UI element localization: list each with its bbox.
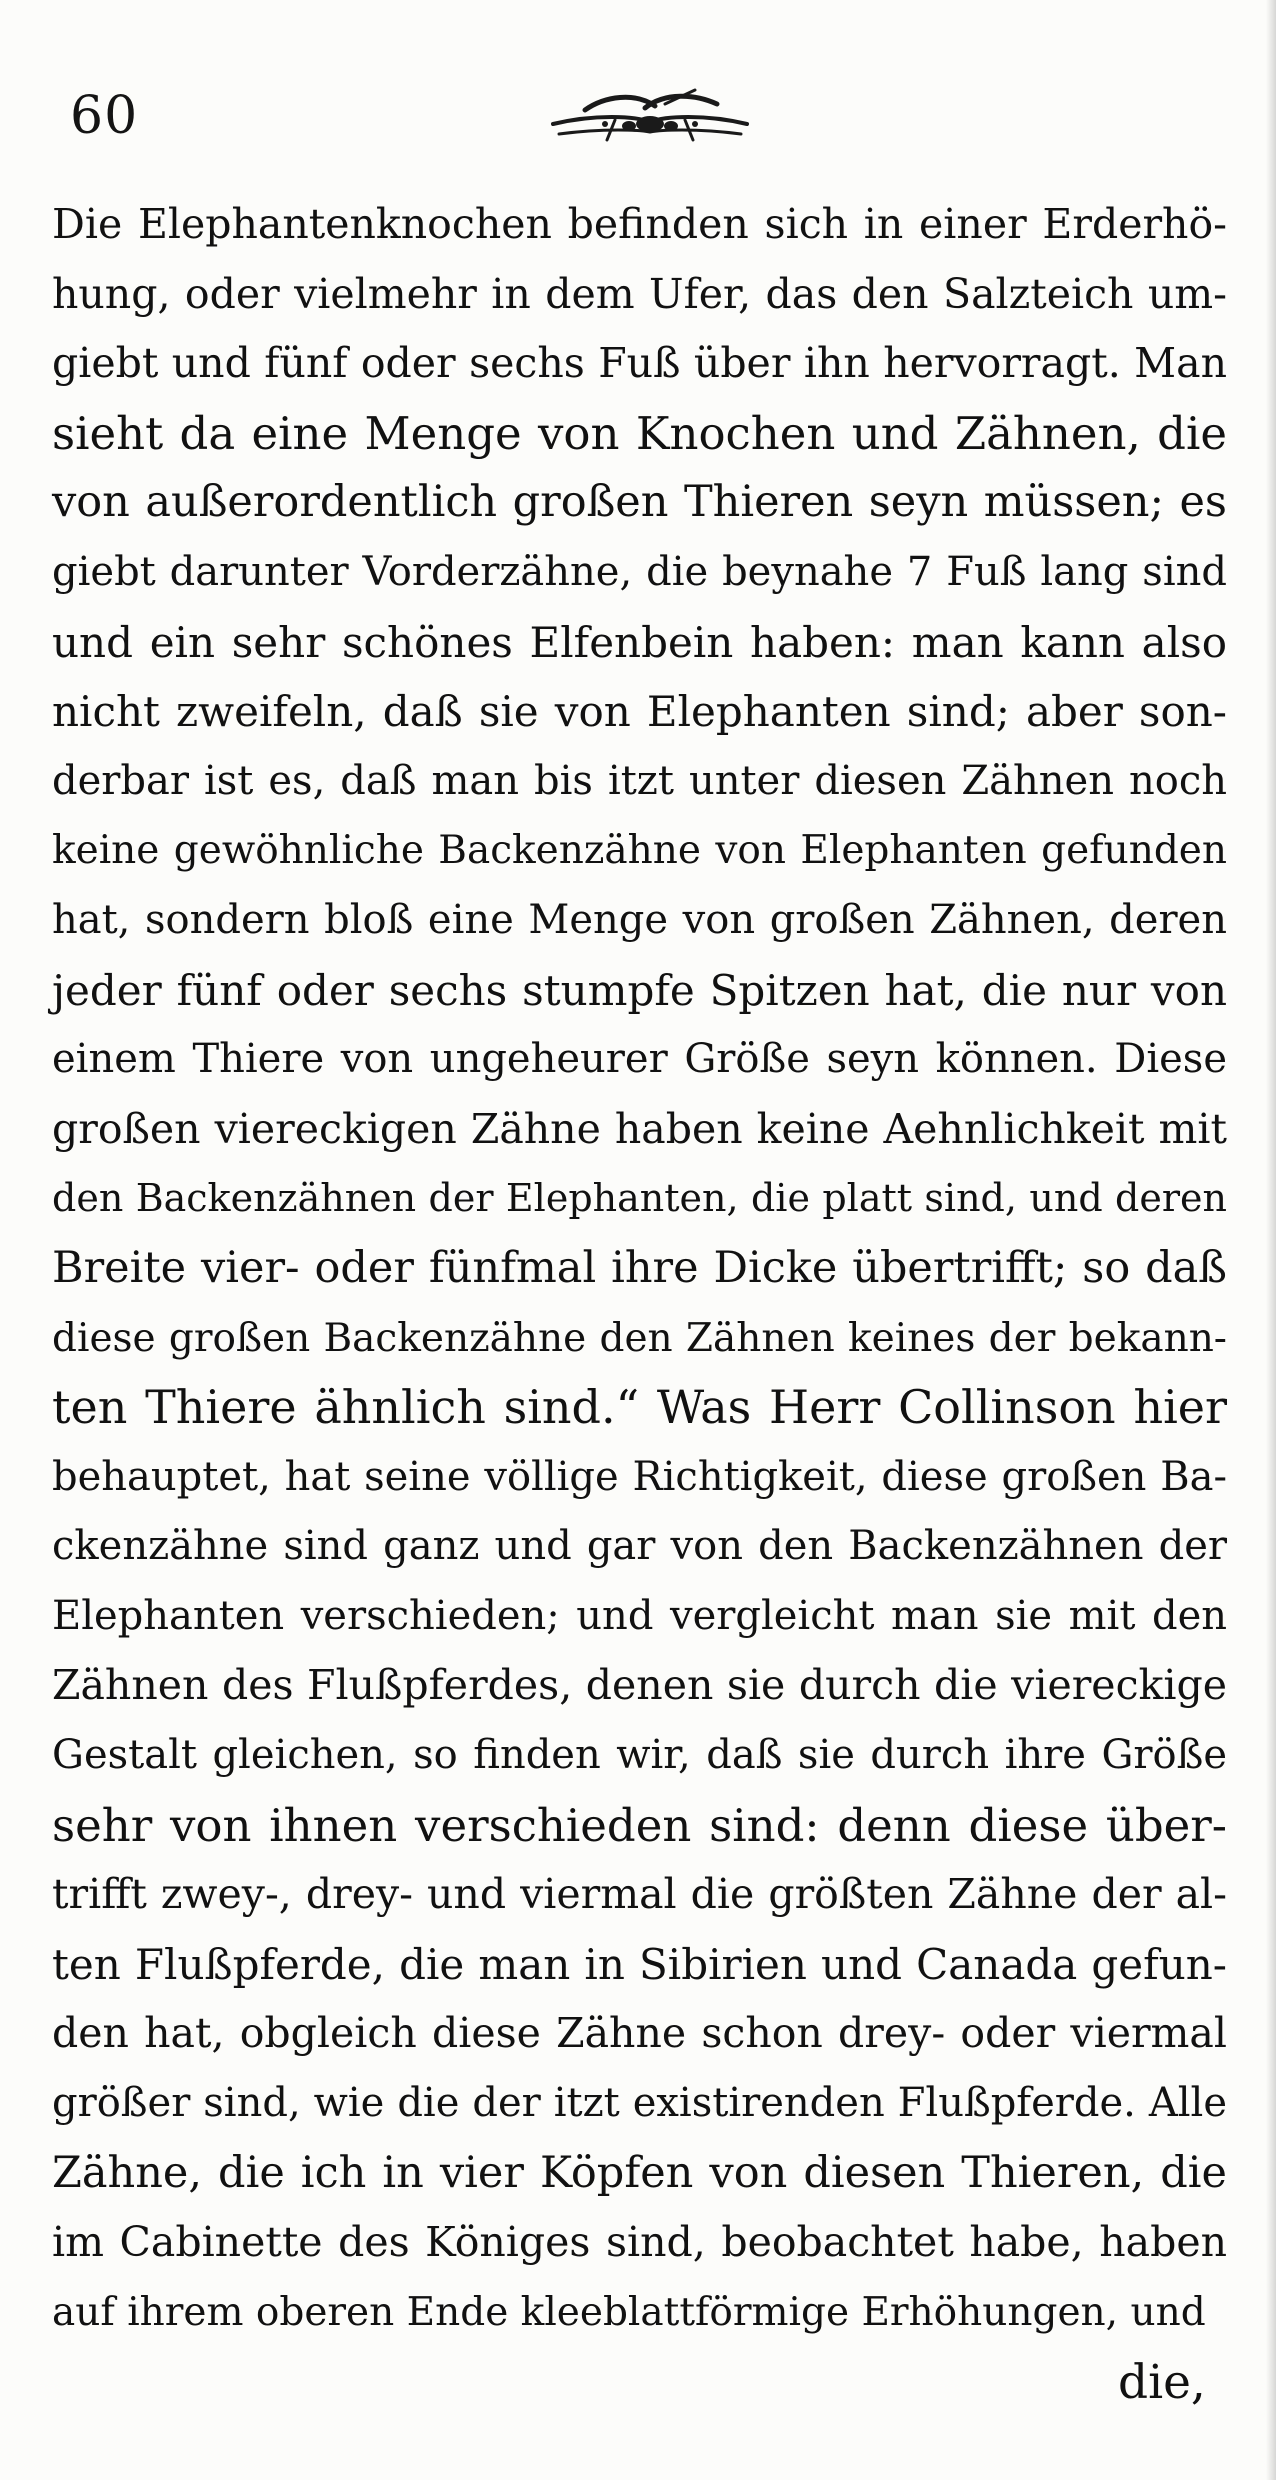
text-line: hat, sondern bloß eine Menge von großen Zähnen, deren	[52, 896, 1227, 943]
body-text	[52, 190, 1227, 2347]
text-line: Gestalt gleichen, so finden wir, daß sie durch ihre Größe	[52, 1732, 1227, 1779]
text-line: giebt und fünf oder sechs Fuß über ihn hervorragt. Man	[52, 339, 1227, 388]
text-line: von außerordentlich großen Thieren seyn müssen; es	[52, 477, 1227, 528]
text-line: trifft zwey-, drey- und viermal die größten Zähne der al-	[52, 1870, 1227, 1919]
text-line: auf ihrem oberen Ende kleeblattförmige Erhöhungen, und	[52, 2289, 1206, 2335]
text-line: Elephanten verschieden; und vergleicht man sie mit den	[52, 1592, 1227, 1639]
page-number: 60	[70, 86, 139, 146]
text-line: keine gewöhnliche Backenzähne von Elephanten gefunden	[52, 828, 1227, 874]
text-line: giebt darunter Vorderzähne, die beynahe 7 Fuß lang sind	[52, 548, 1227, 595]
decorative-vignette-icon	[545, 84, 755, 148]
text-line: ten Thiere ähnlich sind.“ Was Herr Collinson hier	[52, 1380, 1227, 1435]
page-edge-shadow	[1266, 0, 1276, 2480]
text-line: den Backenzähnen der Elephanten, die platt sind, und deren	[52, 1176, 1227, 1221]
text-line: derbar ist es, daß man bis itzt unter diesen Zähnen noch	[52, 757, 1227, 804]
text-line: den hat, obgleich diese Zähne schon drey- oder viermal	[52, 2009, 1227, 2058]
text-line: ten Flußpferde, die man in Sibirien und Canada gefun-	[52, 1939, 1227, 1989]
text-line: nicht zweifeln, daß sie von Elephanten sind; aber son-	[52, 687, 1227, 737]
text-line: und ein sehr schönes Elfenbein haben: man kann also	[52, 617, 1227, 667]
catchword: die,	[1118, 2355, 1206, 2410]
text-line: Zähne, die ich in vier Köpfen von diesen Thieren, die	[52, 2147, 1227, 2198]
text-line: ckenzähne sind ganz und gar von den Backenzähnen der	[52, 1523, 1227, 1570]
text-line: im Cabinette des Königes sind, beobachtet habe, haben	[52, 2218, 1227, 2267]
text-line: jeder fünf oder sechs stumpfe Spitzen hat, die nur von	[52, 965, 1227, 1015]
text-line: sieht da eine Menge von Knochen und Zähnen, die	[52, 406, 1227, 460]
text-line: großen viereckigen Zähne haben keine Aehnlichkeit mit	[52, 1104, 1227, 1153]
text-line: einem Thiere von ungeheurer Größe seyn können. Diese	[52, 1036, 1227, 1083]
text-line: sehr von ihnen verschieden sind: denn diese über-	[52, 1798, 1227, 1852]
text-line: diese großen Backenzähne den Zähnen keines der bekann-	[52, 1315, 1227, 1361]
text-line: Zähnen des Flußpferdes, denen sie durch die viereckige	[52, 1661, 1227, 1710]
text-line: hung, oder vielmehr in dem Ufer, das den Salzteich um-	[52, 269, 1227, 318]
text-line: Breite vier- oder fünfmal ihre Dicke übertrifft; so daß	[52, 1242, 1227, 1293]
text-line: größer sind, wie die der itzt existirenden Flußpferde. Alle	[52, 2080, 1227, 2127]
text-line: behauptet, hat seine völlige Richtigkeit, diese großen Ba-	[52, 1453, 1227, 1500]
text-line: Die Elephantenknochen befinden sich in einer Erderhö-	[52, 200, 1227, 248]
